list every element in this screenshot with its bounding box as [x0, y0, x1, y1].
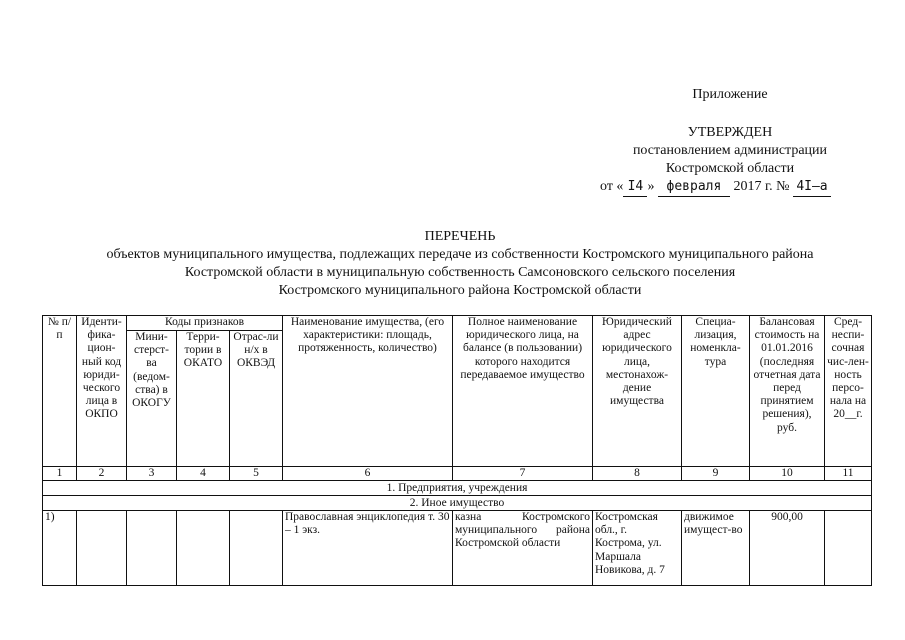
document-title: ПЕРЕЧЕНЬ — [424, 229, 496, 244]
header-n: № п/п — [43, 316, 77, 467]
approval-date-line — [600, 178, 890, 197]
section-enterprises: 1. Предприятия, учреждения — [43, 481, 872, 496]
col-number: 6 — [283, 467, 453, 481]
col-number: 1 — [43, 467, 77, 481]
col-number: 2 — [77, 467, 127, 481]
header-name: Наименование имущества, (его характеристики: площадь, протяженность, количество) — [283, 316, 453, 467]
cell-spec: движимое имущест-во — [682, 511, 750, 586]
date-month: февраля — [658, 178, 730, 197]
approved-by-line2: Костромской области — [665, 161, 795, 176]
header-terr: Терри-тории в ОКАТО — [177, 331, 230, 467]
header-row-1 — [43, 316, 872, 331]
col-number: 7 — [453, 467, 593, 481]
section-other-property: 2. Иное имущество — [43, 496, 872, 511]
header-ident: Иденти-фика-цион-ный код юриди-ческого лица в ОКПО — [77, 316, 127, 467]
approved-by-line1: постановлением администрации — [632, 143, 828, 158]
header-min: Мини-стерст-ва (ведом-ства) в ОКОГУ — [127, 331, 177, 467]
header-balance: Балансовая стоимость на 01.01.2016 (последняя отчетная дата перед принятием решения), руб. — [750, 316, 825, 467]
title-line-3: Костромского муниципального района Костромской области — [278, 283, 642, 298]
cell-name: Православная энциклопедия т. 30 – 1 экз. — [283, 511, 453, 586]
date-prefix: от « — [600, 179, 624, 194]
section-row — [43, 481, 872, 496]
col-number: 10 — [750, 467, 825, 481]
title-line-1: объектов муниципального имущества, подлежащих передаче из собственности Костромского муниципального района — [106, 247, 814, 262]
column-number-row — [43, 467, 872, 481]
cell-terr — [177, 511, 230, 586]
section-row — [43, 496, 872, 511]
header-address: Юридический адрес юридического лица, местонахож-дение имущества — [593, 316, 682, 467]
approved-label: УТВЕРЖДЕН — [687, 125, 773, 140]
cell-holder: казна Костромского муниципального района Костромской области — [453, 511, 593, 586]
date-year: 2017 г. № — [733, 179, 790, 194]
col-number: 11 — [825, 467, 872, 481]
date-mid: » — [647, 179, 655, 194]
cell-address: Костромская обл., г. Кострома, ул. Маршала Новикова, д. 7 — [593, 511, 682, 586]
appendix-label: Приложение — [692, 87, 768, 102]
cell-min — [127, 511, 177, 586]
cell-n: 1) — [43, 511, 77, 586]
col-number: 9 — [682, 467, 750, 481]
cell-staff — [825, 511, 872, 586]
header-holder: Полное наименование юридического лица, на балансе (в пользовании) которого находится передаваемое имущество — [453, 316, 593, 467]
decree-number: 4I–а — [793, 178, 831, 197]
col-number: 8 — [593, 467, 682, 481]
col-number: 5 — [230, 467, 283, 481]
header-spec: Специа-лизация, номенкла-тура — [682, 316, 750, 467]
col-number: 3 — [127, 467, 177, 481]
title-line-2: Костромской области в муниципальную собственность Самсоновского сельского поселения — [184, 265, 736, 280]
header-codes: Коды признаков — [127, 316, 283, 331]
col-number: 4 — [177, 467, 230, 481]
cell-otr — [230, 511, 283, 586]
header-otr: Отрас-ли н/х в ОКВЭД — [230, 331, 283, 467]
header-staff: Сред-неспи-сочная чис-лен-ность персо-нала на 20__г. — [825, 316, 872, 467]
property-list-table — [42, 315, 872, 586]
cell-balance: 900,00 — [750, 511, 825, 586]
date-day: I4 — [623, 178, 647, 197]
table-row — [43, 511, 872, 586]
cell-ident — [77, 511, 127, 586]
